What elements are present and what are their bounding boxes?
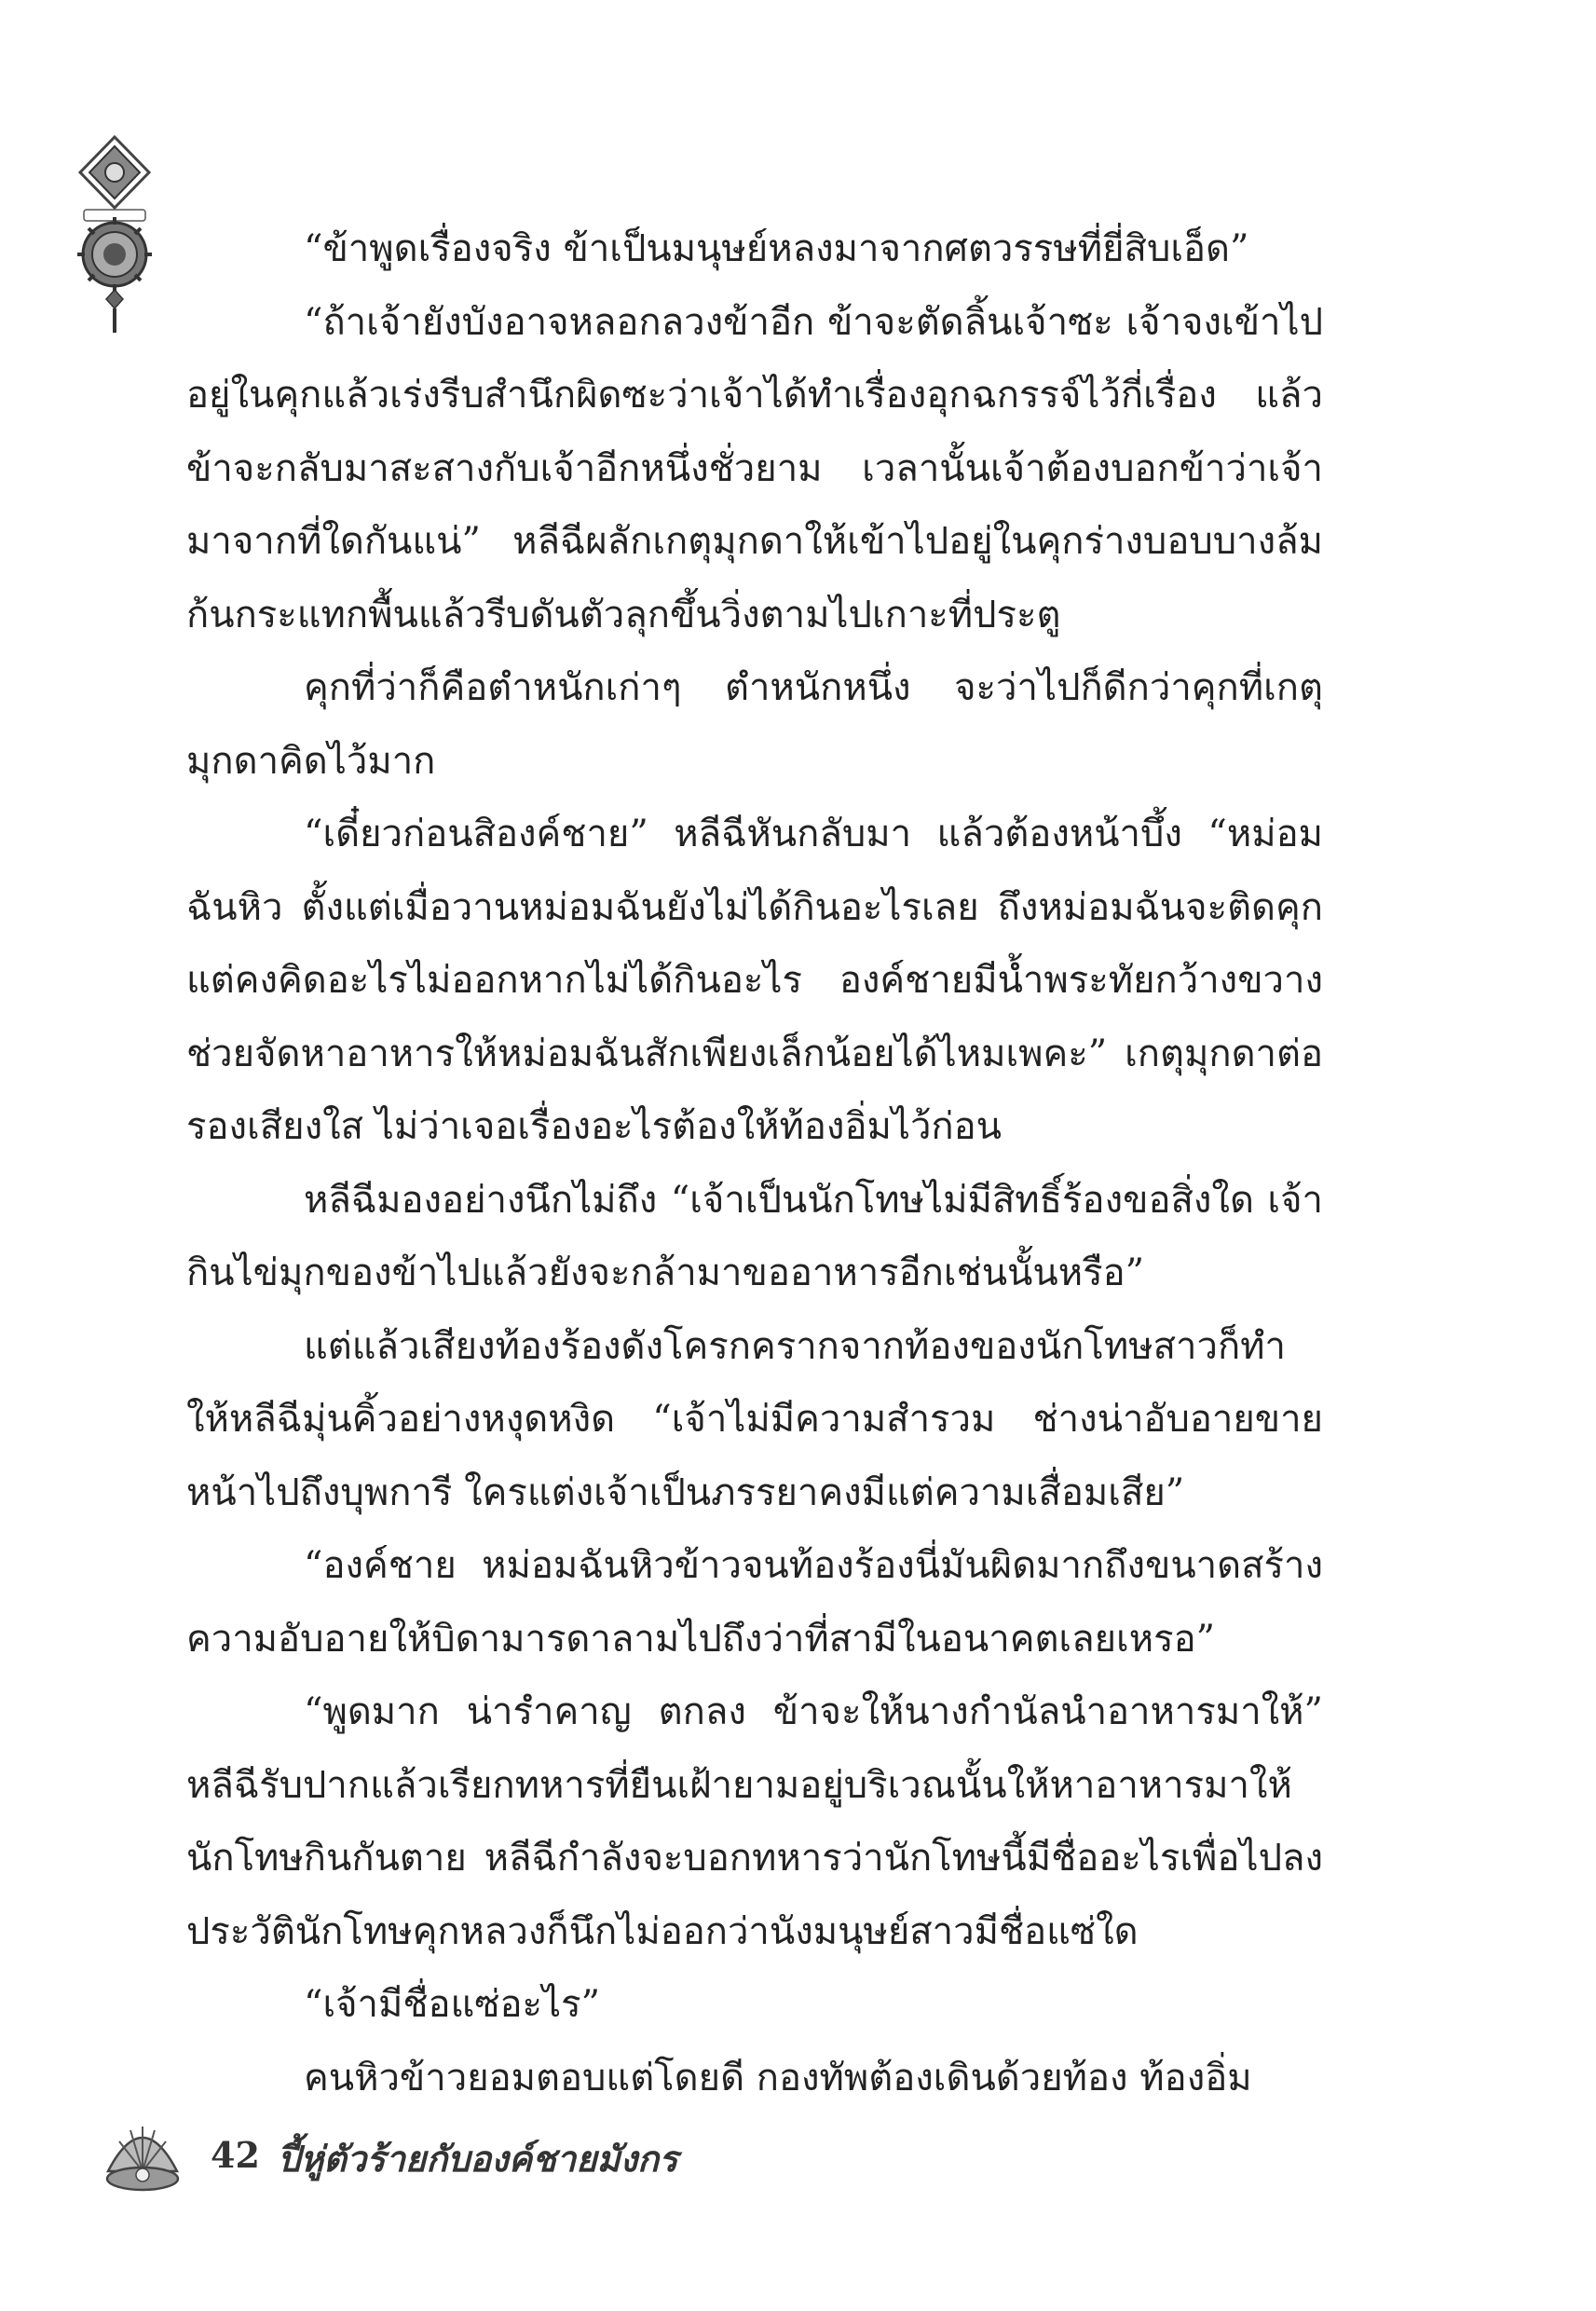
- page-number: 42: [211, 2134, 260, 2176]
- book-title: ปี้หู่ตัวร้ายกับองค์ชายมังกร: [278, 2139, 678, 2180]
- paragraph: คุกที่ว่าก็คือตำหนักเก่าๆ ตำหนักหนึ่ง จะว่าไปก็ดีกว่าคุกที่เกตุมุกดาคิดไว้มาก: [186, 666, 1323, 783]
- ornament-emblem-icon: [63, 135, 166, 335]
- body-text: [186, 212, 1323, 2114]
- paragraph: “เดี๋ยวก่อนสิองค์ชาย” หลีฉีหันกลับมา แล้วต้องหน้าบึ้ง “หม่อมฉันหิว ตั้งแต่เมื่อวานหม่อมฉันยังไม่ได้กินอะไรเลย ถึงหม่อมฉันจะติดคุก แต่คงคิดอะไรไม่ออกหากไม่ได้กินอะไร องค์ชายมีน้ำพระทัยกว้างขวาง ช่วยจัดหาอาหารให้หม่อมฉันสักเพียงเล็กน้อยได้ไหมเพคะ” เกตุมุกดาต่อรองเสียงใส ไม่ว่าเจอเรื่องอะไรต้องให้ท้องอิ่มไว้ก่อน: [186, 813, 1323, 1148]
- paragraph: “องค์ชาย หม่อมฉันหิวข้าวจนท้องร้องนี่มันผิดมากถึงขนาดสร้างความอับอายให้บิดามารดาลามไปถึงว่าที่สามีในอนาคตเลยเหรอ”: [186, 1544, 1323, 1661]
- paragraph: คนหิวข้าวยอมตอบแต่โดยดี กองทัพต้องเดินด้วยท้อง ท้องอิ่ม: [304, 2056, 1252, 2099]
- pearl-shell-icon: [101, 2113, 184, 2197]
- paragraph: หลีฉีมองอย่างนึกไม่ถึง “เจ้าเป็นนักโทษไม่มีสิทธิ์ร้องขอสิ่งใด เจ้ากินไข่มุกของข้าไปแล้วยังจะกล้ามาขออาหารอีกเช่นนั้นหรือ”: [186, 1178, 1323, 1294]
- page-footer: [101, 2113, 939, 2197]
- paragraph: “พูดมาก น่ารำคาญ ตกลง ข้าจะให้นางกำนัลนำอาหารมาให้” หลีฉีรับปากแล้วเรียกทหารที่ยืนเฝ้ายามอยู่บริเวณนั้นให้หาอาหารมาให้นักโทษกินกันตาย หลีฉีกำลังจะบอกทหารว่านักโทษนี้มีชื่ออะไรเพื่อไปลงประวัตินักโทษคุกหลวงก็นึกไม่ออกว่านังมนุษย์สาวมีชื่อแซ่ใด: [186, 1690, 1323, 1953]
- paragraph: “ถ้าเจ้ายังบังอาจหลอกลวงข้าอีก ข้าจะตัดลิ้นเจ้าซะ เจ้าจงเข้าไปอยู่ในคุกแล้วเร่งรีบสำนึกผิดซะว่าเจ้าได้ทำเรื่องอุกฉกรรจ์ไว้กี่เรื่อง แล้วข้าจะกลับมาสะสางกับเจ้าอีกหนึ่งชั่วยาม เวลานั้นเจ้าต้องบอกข้าว่าเจ้ามาจากที่ใดกันแน่” หลีฉีผลักเกตุมุกดาให้เข้าไปอยู่ในคุกร่างบอบบางล้มก้นกระแทกพื้นแล้วรีบดันตัวลุกขึ้นวิ่งตามไปเกาะที่ประตู: [186, 300, 1323, 636]
- paragraph: “ข้าพูดเรื่องจริง ข้าเป็นมนุษย์หลงมาจากศตวรรษที่ยี่สิบเอ็ด”: [304, 227, 1249, 270]
- paragraph: “เจ้ามีชื่อแซ่อะไร”: [304, 1983, 601, 2026]
- paragraph: แต่แล้วเสียงท้องร้องดังโครกครากจากท้องของนักโทษสาวก็ทำให้หลีฉีมุ่นคิ้วอย่างหงุดหงิด “เจ้าไม่มีความสำรวม ช่างน่าอับอายขายหน้าไปถึงบุพการี ใครแต่งเจ้าเป็นภรรยาคงมีแต่ความเสื่อมเสีย”: [186, 1324, 1323, 1514]
